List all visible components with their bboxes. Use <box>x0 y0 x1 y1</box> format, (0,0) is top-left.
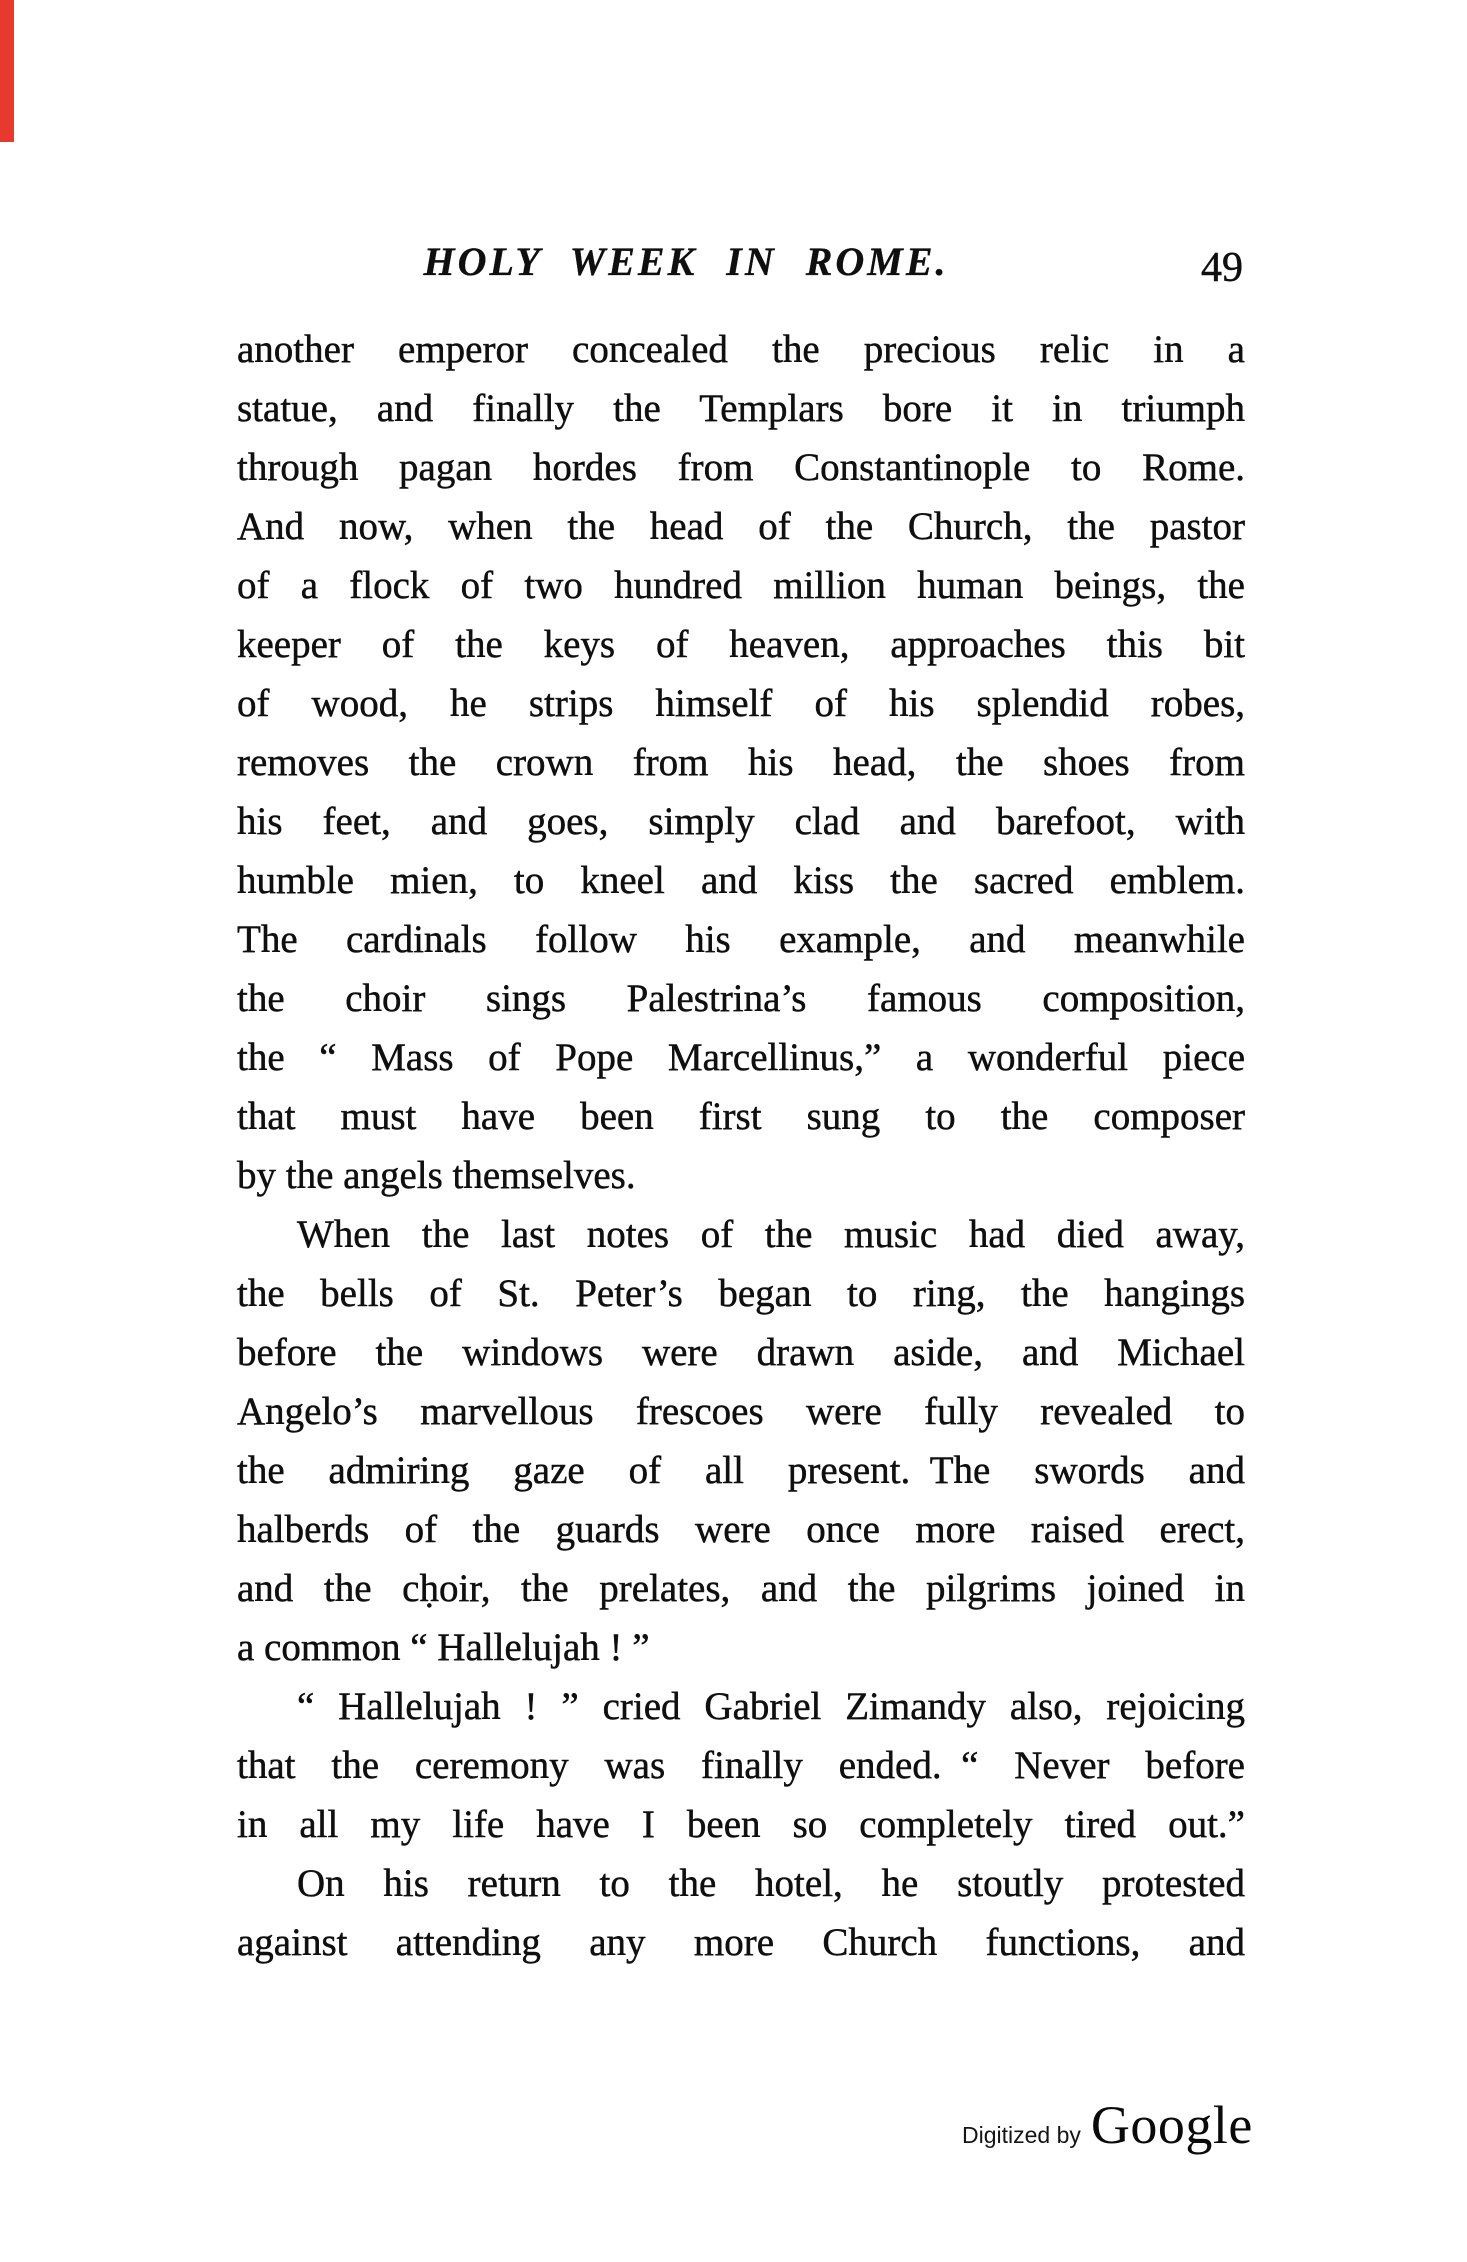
page-title: HOLY WEEK IN ROME. <box>423 239 949 284</box>
text-line: by the angels themselves. <box>237 1154 636 1197</box>
text-line: the bells of St. Peter’s began to ring, the hangings <box>237 1272 1245 1315</box>
text-line: statue, and finally the Templars bore it in triumph <box>237 387 1245 430</box>
page-edge-red-mark <box>0 0 14 142</box>
text-line: halberds of the guards were once more raised erect, <box>237 1508 1245 1551</box>
footer <box>962 2094 1253 2156</box>
text-line: “ Hallelujah ! ” cried Gabriel Zimandy also, rejoicing <box>297 1685 1245 1728</box>
text-line: that must have been first sung to the composer <box>237 1095 1245 1138</box>
text-line: and the cḥoir, the prelates, and the pilgrims joined in <box>237 1567 1245 1610</box>
text-line: keeper of the keys of heaven, approaches this bit <box>237 623 1245 666</box>
text-line: the choir sings Palestrina’s famous composition, <box>237 977 1245 1020</box>
digitized-by-label: Digitized by <box>962 2122 1081 2148</box>
body-text <box>237 320 1245 1972</box>
text-line: of a flock of two hundred million human beings, the <box>237 564 1245 607</box>
text-line: his feet, and goes, simply clad and barefoot, with <box>237 800 1245 843</box>
text-line: the admiring gaze of all present. The swords and <box>237 1449 1245 1492</box>
text-line: humble mien, to kneel and kiss the sacred emblem. <box>237 859 1245 902</box>
text-line: On his return to the hotel, he stoutly protested <box>297 1862 1245 1905</box>
text-line: of wood, he strips himself of his splendid robes, <box>237 682 1245 725</box>
text-line: through pagan hordes from Constantinople to Rome. <box>237 446 1245 489</box>
text-line: And now, when the head of the Church, the pastor <box>237 505 1245 548</box>
google-logo: Google <box>1090 2095 1253 2155</box>
text-line: The cardinals follow his example, and meanwhile <box>237 918 1245 961</box>
text-line: another emperor concealed the precious relic in a <box>237 328 1245 371</box>
text-line: against attending any more Church functions, and <box>237 1921 1245 1964</box>
text-line: in all my life have I been so completely tired out.” <box>237 1803 1245 1846</box>
text-line: the “ Mass of Pope Marcellinus,” a wonderful piece <box>237 1036 1245 1079</box>
text-line: before the windows were drawn aside, and Michael <box>237 1331 1245 1374</box>
text-line: When the last notes of the music had died away, <box>297 1213 1245 1256</box>
page-number: 49 <box>1201 245 1243 291</box>
running-head <box>237 238 1245 298</box>
text-line: removes the crown from his head, the shoes from <box>237 741 1245 784</box>
text-line: a common “ Hallelujah ! ” <box>237 1626 650 1669</box>
text-line: that the ceremony was finally ended. “ Never before <box>237 1744 1245 1787</box>
text-line: Angelo’s marvellous frescoes were fully revealed to <box>237 1390 1245 1433</box>
